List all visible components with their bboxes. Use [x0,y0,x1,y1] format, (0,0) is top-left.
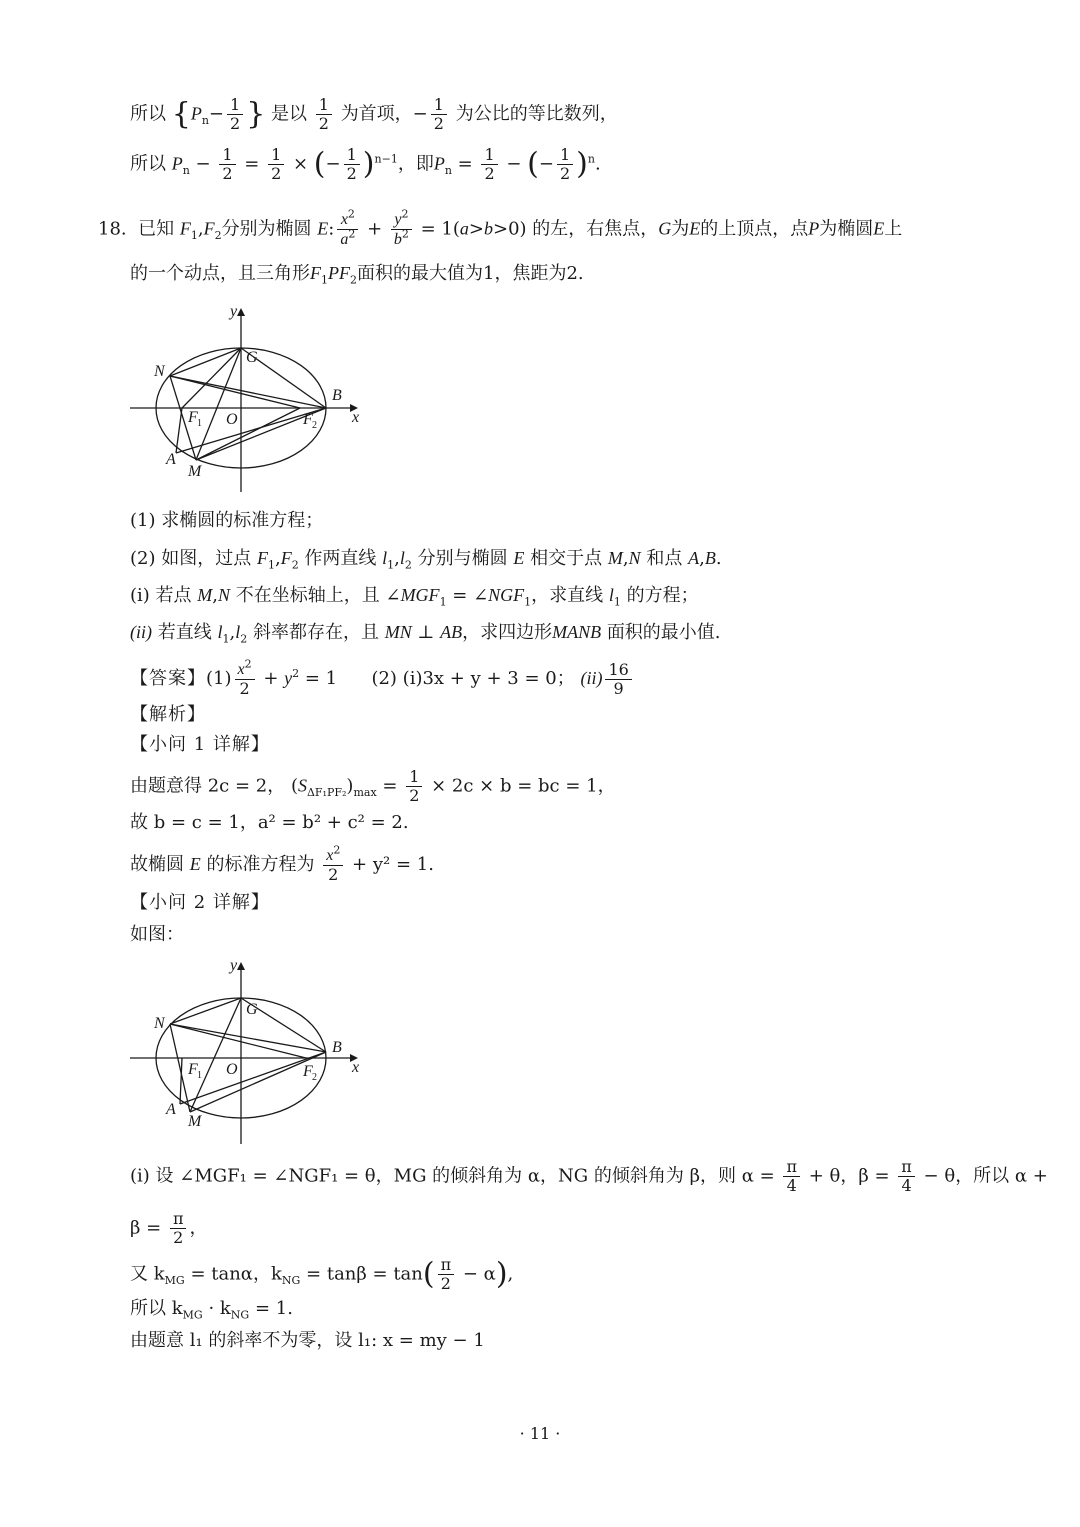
label-F1: F [188,1061,198,1078]
part-2: (2) 如图，过点 $F_1,F_2$ 作两直线 $l_1,l_2$ 分别与椭圆 E 相交于点 M,N 和点 A,B. [130,548,722,572]
solution-1-line3: 故椭圆 E 的标准方程为 $\frac{x^2}{2}$ + y² = 1. [130,843,434,884]
analysis-heading: 【解析】 [130,704,206,725]
label-B: B [332,1039,342,1056]
as-figure-label: 如图： [130,924,184,945]
label-A: A [166,451,176,468]
question-18-line2: 的一个动点，且三角形$F_1PF_2$面积的最大值为1，焦距为2. [130,263,584,287]
label-M: M [188,1113,202,1130]
part-1: (1) 求椭圆的标准方程； [130,510,324,531]
label-F2: F [303,411,313,428]
part-2-ii: (ii) 若直线 $l_1,l_2$ 斜率都存在，且 MN ⊥ AB，求四边形MANB 面积的最小值. [130,622,721,646]
label-O: O [226,1061,238,1078]
answer-line: 【答案】(1) $\frac{x^2}{2}$ + $y^2 = 1$ (2) (i)3x + y + 3 = 0； (ii) $\frac{16}{9}$ [130,660,635,698]
ellipse-figure-2 [128,952,368,1147]
label-F1-sub: 1 [197,1070,202,1081]
label-O: O [226,411,238,428]
line-pn-formula: 所以 $P_n$ − $\frac{1}{2}$ = $\frac{1}{2}$ × (− $\frac{1}{2}$ )$^{n-1}$，即$P_n$ = $\frac{1}{2}$ − (− $\frac{1}{2}$ )$^n$. [130,145,601,183]
label-y: y [230,957,238,974]
subquestion-2-heading: 【小问 2 详解】 [130,892,270,913]
label-F2-sub: 2 [312,1072,317,1083]
label-G: G [246,349,258,366]
label-F1-sub: 1 [197,418,202,429]
label-N: N [154,363,165,380]
solution-2-line3: 又 $k_{MG} = \tan\alpha$，$k_{NG} = \tan\beta = \tan$( $\frac{\pi}{2}$ − α), [130,1255,514,1293]
question-18-line1: 18. 已知 $F_1,F_2$分别为椭圆 E: $\frac{x^2}{a^2}$ + $\frac{y^2}{b^2}$ = 1(a>b>0) 的左，右焦点，G为E的上顶点，点P为椭圆E上 [98,207,903,248]
label-A: A [166,1101,176,1118]
label-y: y [230,303,238,320]
subquestion-1-heading: 【小问 1 详解】 [130,734,270,755]
solution-2-line5: 由题意 l₁ 的斜率不为零，设 l₁: x = my − 1 [130,1330,485,1351]
line-geometric-sequence: 所以 {$P_n-$ $\frac{1}{2}$ } 是以 $\frac{1}{2}$ 为首项，− $\frac{1}{2}$ 为公比的等比数列， [130,95,618,133]
solution-1-line2: 故 b = c = 1，a² = b² + c² = 2. [130,812,409,833]
label-F2: F [303,1063,313,1080]
label-F1: F [188,409,198,426]
label-N: N [154,1015,165,1032]
label-G: G [246,1001,258,1018]
solution-2-line1: (i) 设 ∠MGF₁ = ∠NGF₁ = θ，MG 的倾斜角为 α，NG 的倾斜角为 β，则 α = $\frac{\pi}{4}$ + θ，β = $\frac{\pi}{4}$ − θ，所以 α + [130,1157,1048,1195]
label-M: M [188,463,202,480]
label-F2-sub: 2 [312,420,317,431]
solution-2-line2: β = $\frac{\pi}{2}$ ， [130,1209,208,1247]
part-2-i: (i) 若点 M,N 不在坐标轴上，且 $\angle MGF_1$ = $\angle NGF_1$，求直线 $l_1$ 的方程； [130,585,699,609]
label-x: x [352,1059,360,1076]
solution-2-line4: 所以 $k_{MG} \cdot k_{NG} = 1$. [130,1298,293,1322]
label-x: x [352,409,360,426]
solution-1-line1: 由题意得 2c = 2， $(S_{\Delta F_1PF_2})_{max}$ = $\frac{1}{2}$ × 2c × b = bc = 1， [130,767,616,805]
page-number: · 11 · [519,1424,561,1443]
ellipse-figure-1 [128,300,368,495]
label-B: B [332,387,342,404]
